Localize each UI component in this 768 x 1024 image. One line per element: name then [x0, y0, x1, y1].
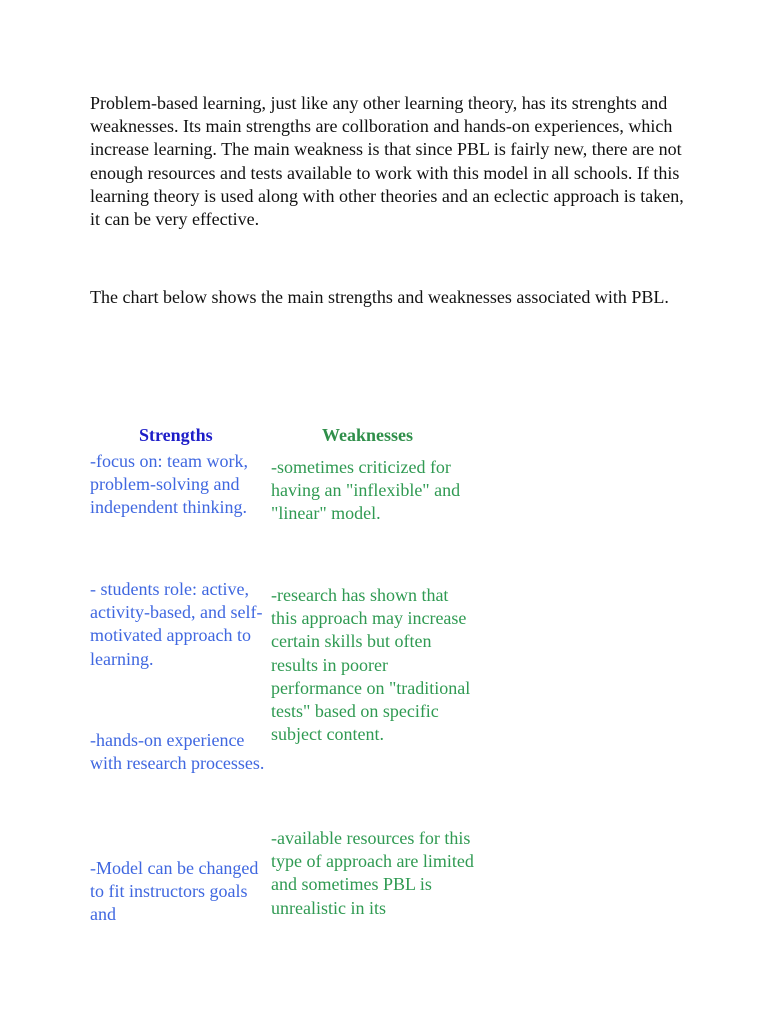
intro-paragraph: Problem-based learning, just like any other learning theory, has its strenghts and weaknesses. Its main strengths are collboration and hands-on experiences, which increase learning. The main weakness is that since PBL is fairly new, there are not enough resources and tests available to work with this model in all schools. If this learning theory is used along with other theories and an eclectic approach is taken, it can be very effective. [90, 93, 684, 230]
strengths-header: Strengths [139, 425, 213, 445]
weakness-item: -available resources for this type of approach are limited and sometimes PBL is unrealistic in its [271, 828, 474, 918]
strength-item: -Model can be changed to fit instructors goals and [90, 858, 259, 925]
strength-item: -focus on: team work, problem-solving and independent thinking. [90, 451, 248, 518]
chart-intro-paragraph: The chart below shows the main strengths and weaknesses associated with PBL. [90, 287, 669, 307]
strength-item: -hands-on experience with research processes. [90, 730, 265, 774]
weaknesses-header: Weaknesses [322, 425, 414, 445]
strength-item: - students role: active, activity-based, and self-motivated approach to learning. [90, 579, 263, 669]
weakness-item: -research has shown that this approach may increase certain skills but often results in poorer performance on "traditional tests" based on specific subject content. [271, 585, 471, 745]
weakness-item: -sometimes criticized for having an "inflexible" and "linear" model. [271, 457, 461, 524]
